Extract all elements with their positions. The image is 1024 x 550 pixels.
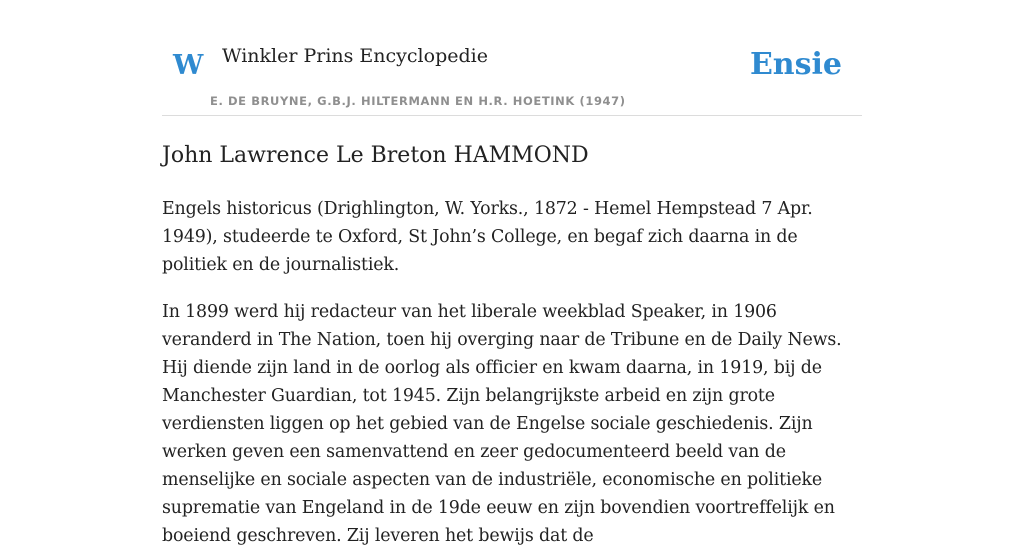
source-authors: E. DE BRUYNE, G.B.J. HILTERMANN EN H.R. HOETINK (1947) [210, 94, 626, 108]
article-paragraph: Engels historicus (Drighlington, W. Yorks., 1872 - Hemel Hempstead 7 Apr. 1949), studeerde te Oxford, St John’s College, en begaf zich daarna in de politiek en de journalistiek. [162, 199, 813, 275]
source-title[interactable]: Winkler Prins Encyclopedie [222, 45, 488, 67]
article-paragraph: In 1899 werd hij redacteur van het liberale weekblad Speaker, in 1906 veranderd in The Nation, toen hij overging naar de Tribune en de Daily News. Hij diende zijn land in de oorlog als officier en kwam daarna, in 1919, bij de Manchester Guardian, tot 1945. Zijn belangrijkste arbeid en zijn grote verdiensten liggen op het gebied van de Engelse sociale geschiedenis. Zijn werken geven een samenvattend en zeer gedocumenteerd beeld van de menselijke en sociale aspecten van de industriële, economische en politieke suprematie van Engeland in de 19de eeuw en zijn bovendien voortreffelijk en boeiend geschreven. Zij leveren het bewijs dat de [162, 302, 842, 546]
content-column [162, 0, 862, 550]
article-title: John Lawrence Le Breton HAMMOND [162, 143, 589, 168]
source-logo-icon[interactable]: W [173, 50, 204, 81]
source-header [162, 0, 862, 116]
ensie-logo[interactable]: Ensie [749, 47, 842, 82]
